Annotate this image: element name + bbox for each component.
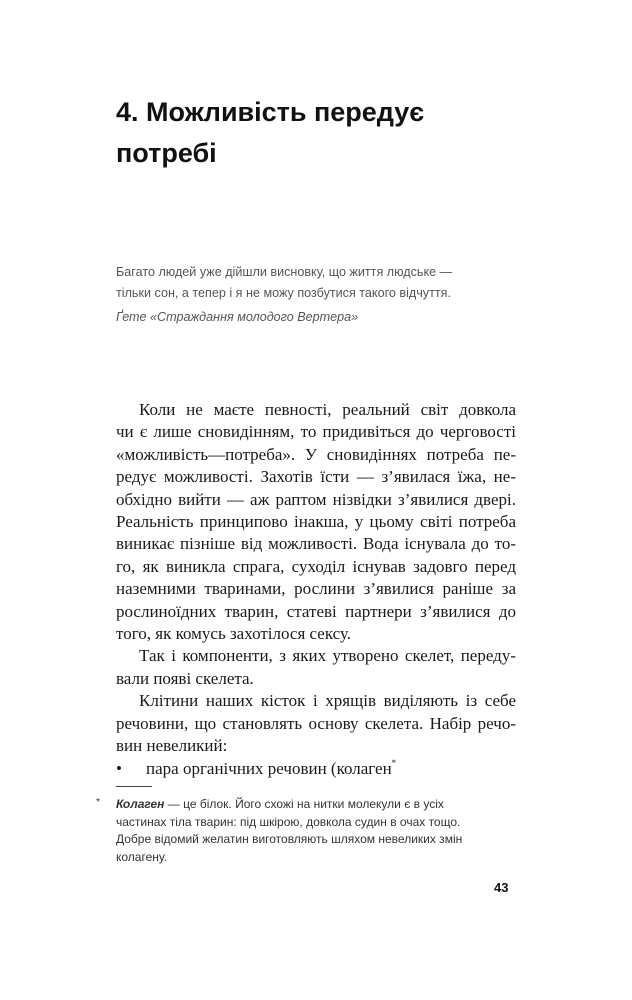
footnote-line-4: колагену. [116,849,168,864]
chapter-title [116,92,536,174]
bullet-text: пара органічних речовин (колаген [146,758,392,778]
chapter-title-line-2: потребі [116,138,217,168]
body-line: Так і компоненти, з яких утворено скелет, переду- [139,646,516,666]
body-line: виникає пізніше від можливості. Вода існувала до то- [116,534,516,554]
footnote-marker: * [96,797,100,808]
footnote-divider [116,786,152,787]
body-line: того, як комусь захотілося сексу. [116,624,352,644]
epigraph-line-1: Багато людей уже дійшли висновку, що життя людське — [116,265,453,279]
epigraph-source: Ґете «Страждання молодого Вертера» [116,310,359,324]
epigraph-line-2: тільки сон, а тепер і я не можу позбутися такого відчуття. [116,286,451,300]
footnote-reference: * [391,757,397,768]
body-line: Коли не маєте певності, реальний світ довкола [139,400,516,419]
body-line: го, як виникла спрага, суходіл існував задовго перед [116,556,516,576]
body-line: редує можливості. Захотів їсти — з’явилася їжа, не- [116,467,516,487]
footnote-line-1-text: — це білок. Його схожі на нитки молекули є в усіх [164,797,444,811]
footnote-term: Колаген [116,797,165,811]
body-line: Клітини наших кісток і хрящів виділяють із себе [139,691,516,711]
body-line: наземними тваринами, рослини з’явилися раніше за [116,579,516,599]
body-line: обхідно вийти — аж раптом нізвідки з’явилися двері. [116,489,516,509]
page-number: 43 [494,880,509,895]
body-line: «можливість—потреба». У сновидіннях потреба пе- [116,444,516,464]
bullet-icon: • [116,758,122,778]
body-text [116,399,516,780]
body-line: вали появі скелета. [116,668,254,688]
footnote-line-1 [116,796,516,814]
body-line: рослиноїдних тварин, статеві партнери з’явилися до [116,601,516,621]
body-line: вин невеликий: [116,736,228,756]
epigraph [116,262,516,328]
body-line: Реальність принципово інакша, у цьому світі потреба [116,512,516,532]
bullet-item [116,758,516,780]
chapter-title-line-1: 4. Можливість передує [116,97,425,127]
body-line: речовини, що становлять основу скелета. Набір речо- [116,713,516,733]
body-line: чи є лише сновидінням, то придивіться до черговості [116,422,516,442]
footnote-line-2: частинах тіла тварин: під шкірою, довкола судин в очах тощо. [116,814,461,829]
footnote [96,796,516,866]
footnote-line-3: Добре відомий желатин виготовляють шляхом невеликих змін [116,832,463,846]
